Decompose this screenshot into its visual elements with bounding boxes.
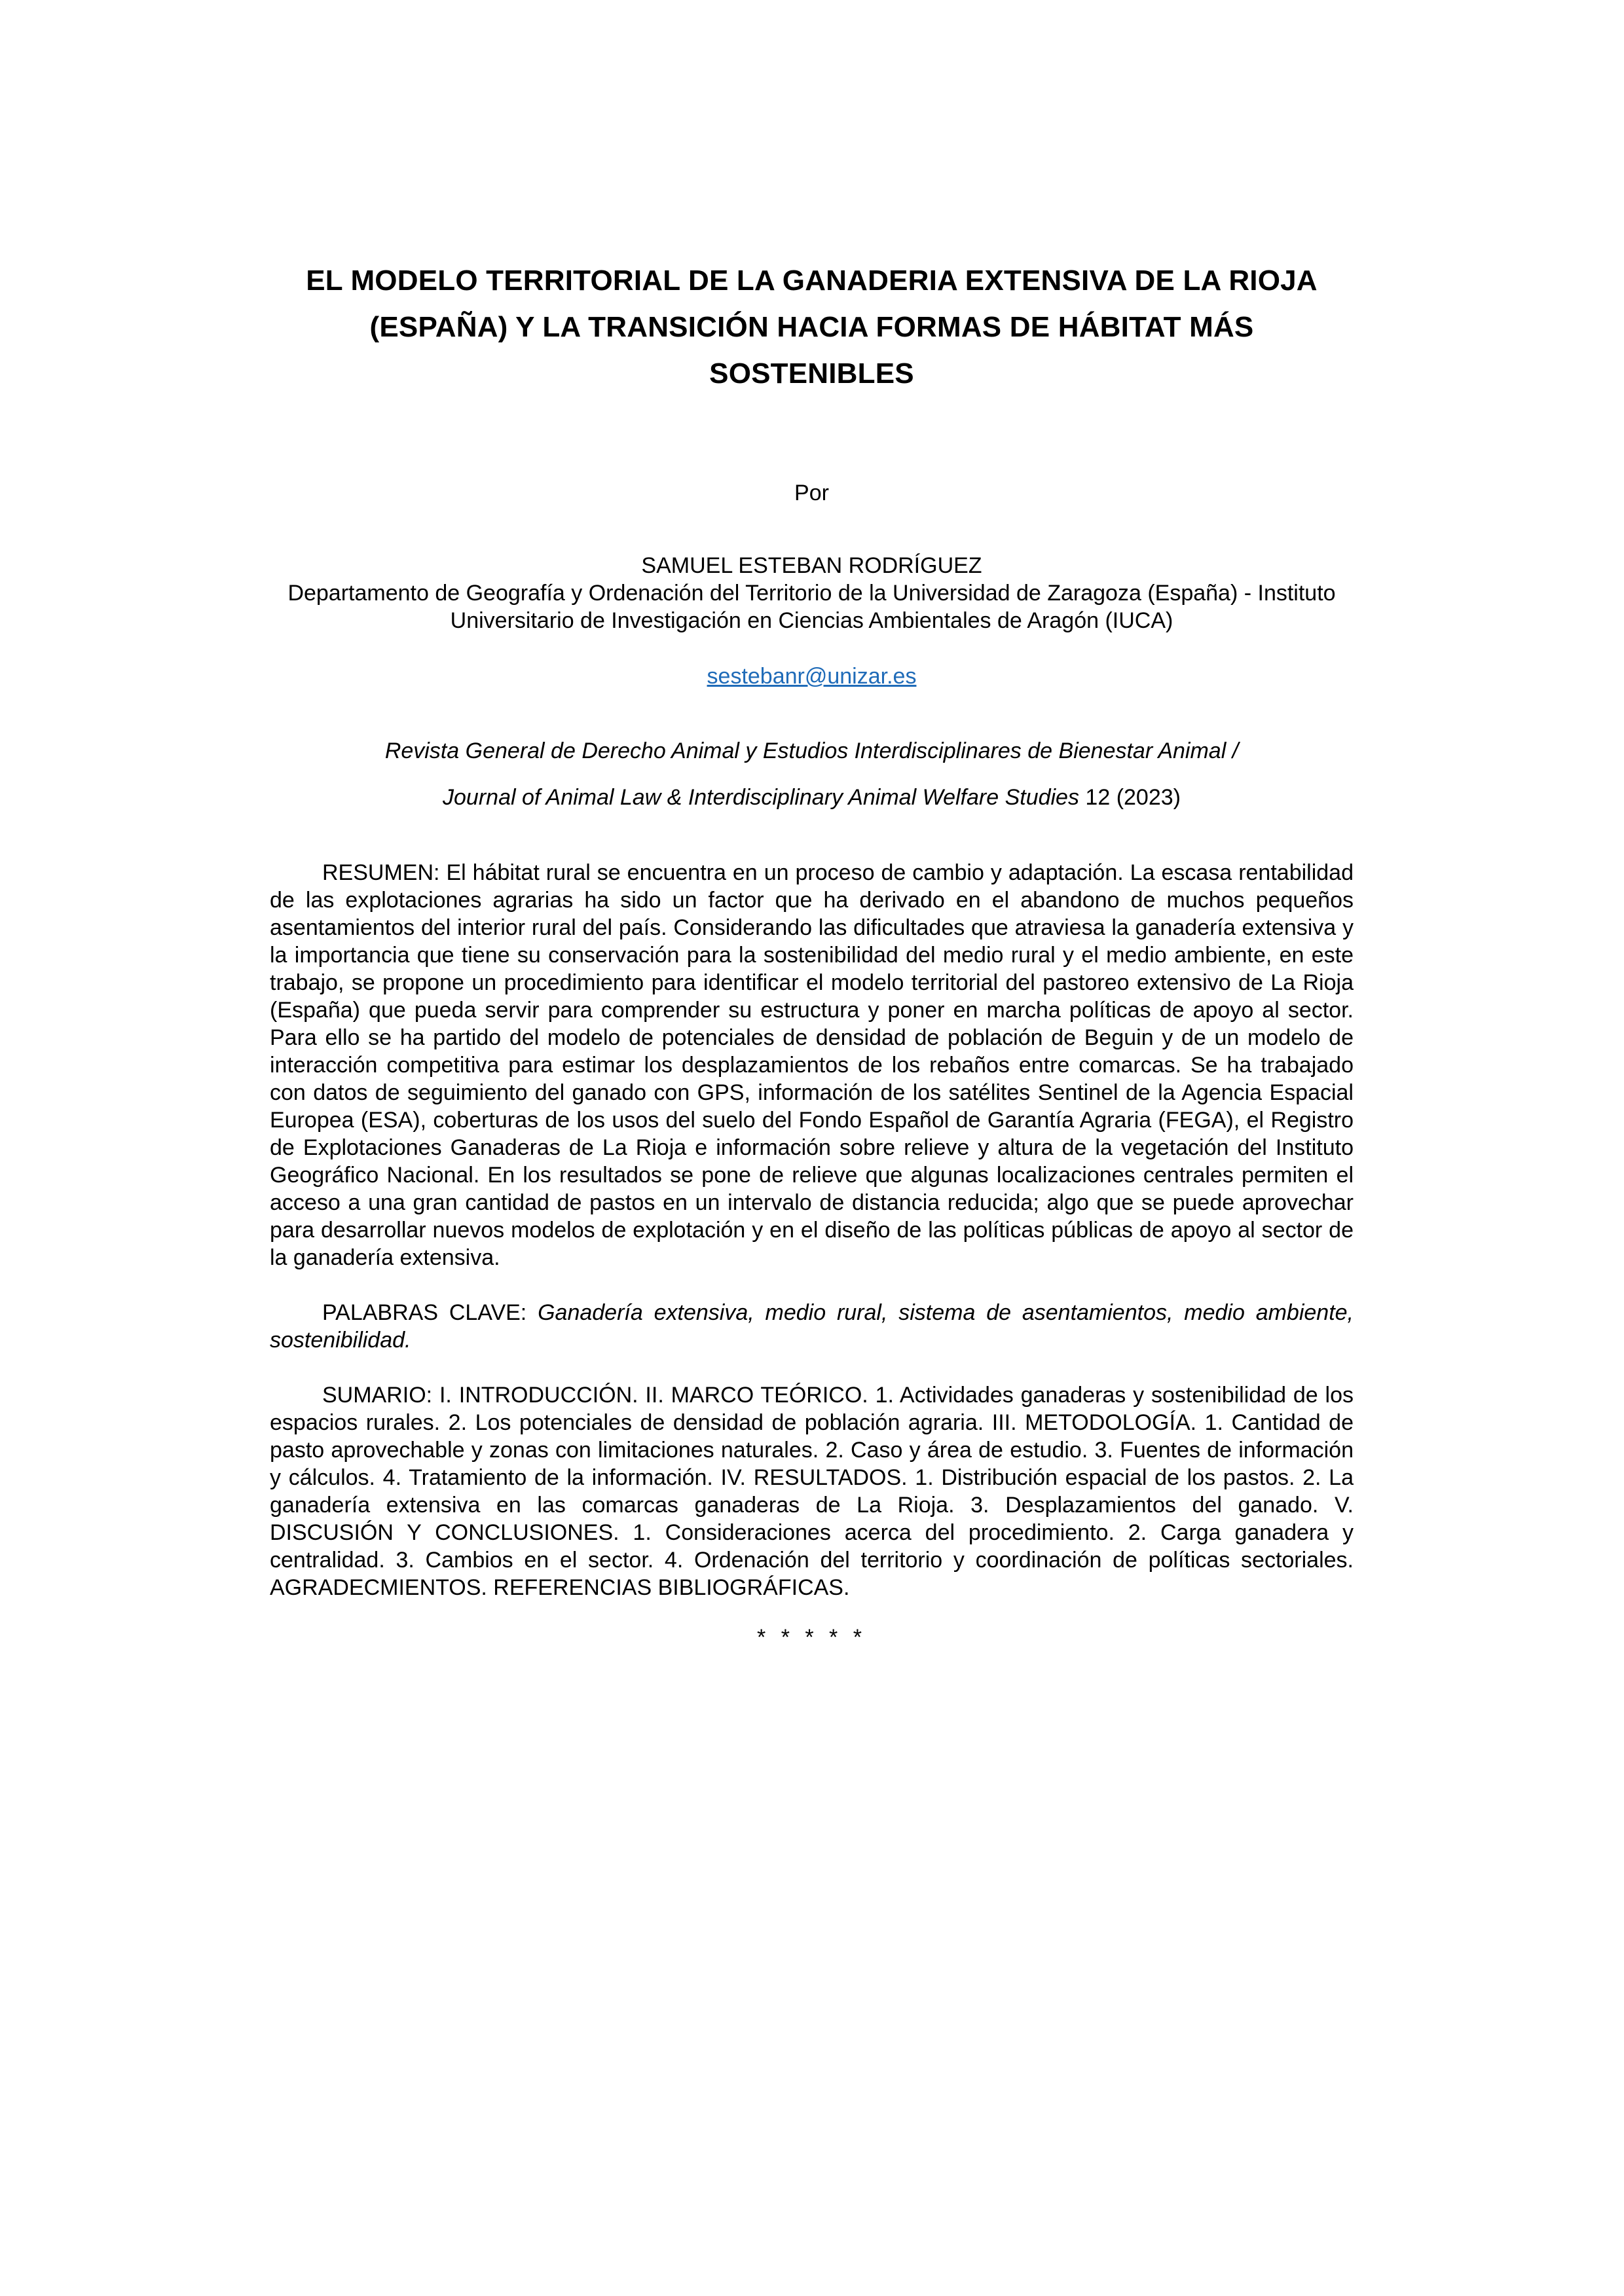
- summary-label: SUMARIO:: [322, 1383, 433, 1408]
- author-affiliation: Departamento de Geografía y Ordenación del Territorio de la Universidad de Zaragoza (España) - Instituto Universitario de Investigación en Ciencias Ambientales de Aragón (IUCA): [287, 581, 1336, 633]
- keywords-paragraph: [270, 1271, 1354, 1354]
- summary-text: I. INTRODUCCIÓN. II. MARCO TEÓRICO. 1. Actividades ganaderas y sostenibilidad de los espacios rurales. 2. Los potenciales de densidad de población agraria. III. METODOLOGÍA. 1. Cantidad de pasto aprovechable y zonas con limitaciones naturales. 2. Caso y área de estudio. 3. Fuentes de información y cálculos. 4. Tratamiento de la información. IV. RESULTADOS. 1. Distribución espacial de los pastos. 2. La ganadería extensiva en las comarcas ganaderas de La Rioja. 3. Desplazamientos del ganado. V. DISCUSIÓN Y CONCLUSIONES. 1. Consideraciones acerca del procedimiento. 2. Carga ganadera y centralidad. 3. Cambios en el sector. 4. Ordenación del territorio y coordinación de políticas sectoriales. AGRADECMIENTOS. REFERENCIAS BIBLIOGRÁFICAS.: [270, 1383, 1354, 1600]
- abstract-label: RESUMEN:: [322, 860, 440, 885]
- author-name: SAMUEL ESTEBAN RODRÍGUEZ: [641, 553, 982, 578]
- author-block: [270, 507, 1354, 634]
- journal-title-english: Journal of Animal Law & Interdisciplinary Animal Welfare Studies: [443, 785, 1079, 810]
- keywords-label: PALABRAS CLAVE:: [322, 1300, 527, 1325]
- journal-title-spanish: Revista General de Derecho Animal y Estudios Interdisciplinares de Bienestar Animal /: [384, 738, 1239, 763]
- keywords-text: Ganadería extensiva, medio rural, sistema de asentamientos, medio ambiente, sostenibilidad.: [270, 1300, 1354, 1353]
- document-content-column: [270, 0, 1354, 1651]
- abstract-paragraph: [270, 821, 1354, 1271]
- author-email-line: [270, 634, 1354, 690]
- title-line-3: SOSTENIBLES: [709, 357, 914, 390]
- page-title: [270, 0, 1354, 397]
- abstract-text: El hábitat rural se encuentra en un proceso de cambio y adaptación. La escasa rentabilidad de las explotaciones agrarias ha sido un factor que ha derivado en el abandono de muchos pequeños asentamientos del interior rural del país. Considerando las dificultades que atraviesa la ganadería extensiva y la importancia que tiene su conservación para la sostenibilidad del medio rural y el medio ambiente, en este trabajo, se propone un procedimiento para identificar el modelo territorial del pastoreo extensivo de La Rioja (España) que pueda servir para comprender su estructura y poner en marcha políticas de apoyo al sector. Para ello se ha partido del modelo de potenciales de densidad de población de Beguin y de un modelo de interacción competitiva para estimar los desplazamientos de los rebaños entre comarcas. Se ha trabajado con datos de seguimiento del ganado con GPS, información de los satélites Sentinel de la Agencia Espacial Europea (ESA), coberturas de los usos del suelo del Fondo Español de Garantía Agraria (FEGA), el Registro de Explotaciones Ganaderas de La Rioja e información sobre relieve y altura de la vegetación del Instituto Geográfico Nacional. En los resultados se pone de relieve que algunas localizaciones centrales permiten el acceso a una gran cantidad de pastos en un intervalo de distancia reducida; algo que se puede aprovechar para desarrollar nuevos modelos de explotación y en el diseño de las políticas públicas de apoyo al sector de la ganadería extensiva.: [270, 860, 1354, 1270]
- by-label: Por: [794, 481, 829, 505]
- title-line-1: EL MODELO TERRITORIAL DE LA GANADERIA EXTENSIVA DE LA RIOJA: [306, 264, 1318, 297]
- author-email-link[interactable]: sestebanr@unizar.es: [707, 664, 917, 689]
- journal-issue: 12 (2023): [1079, 785, 1181, 810]
- journal-citation: [270, 690, 1354, 821]
- summary-paragraph: [270, 1354, 1354, 1601]
- title-line-2: (ESPAÑA) Y LA TRANSICIÓN HACIA FORMAS DE HÁBITAT MÁS: [369, 311, 1254, 343]
- section-separator: * * * * *: [757, 1625, 866, 1650]
- journal-title-english-line: [270, 774, 1354, 821]
